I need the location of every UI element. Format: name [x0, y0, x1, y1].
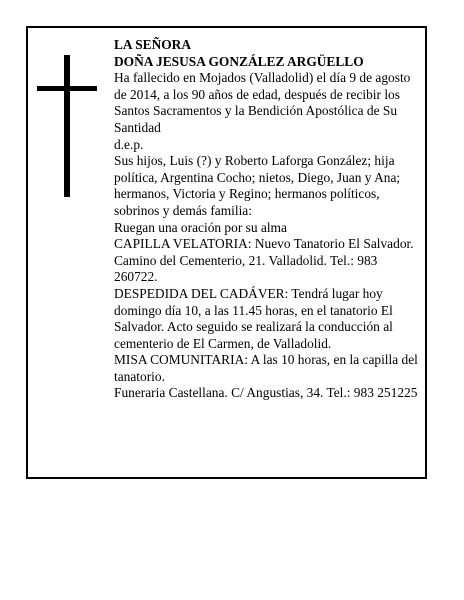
death-announcement: Ha fallecido en Mojados (Valladolid) el día 9 de agosto de 2014, a los 90 años de edad, después de recibir los Santos Sacramentos y la Bendición Apostólica de Su Santidad: [114, 70, 411, 135]
rip-text: d.e.p.: [114, 136, 144, 152]
notice-content: [114, 37, 420, 402]
notice-title: LA SEÑORA: [114, 37, 192, 52]
cross-vertical-bar: [64, 55, 70, 197]
deceased-name: DOÑA JESUSA GONZÁLEZ ARGÜELLO: [114, 53, 364, 69]
family-list: Sus hijos, Luis (?) y Roberto Laforga González; hija política, Argentina Cocho; nietos, Diego, Juan y Ana; hermanos, Victoria y Regino; hermanos políticos, sobrinos y demás familia:: [114, 153, 401, 218]
funeral-home-info: Funeraria Castellana. C/ Angustias, 34. Tel.: 983 251225: [114, 385, 418, 401]
chapel-info: CAPILLA VELATORIA: Nuevo Tanatorio El Salvador. Camino del Cementerio, 21. Valladolid. Tel.: 983 260722.: [114, 236, 414, 285]
prayer-request: Ruegan una oración por su alma: [114, 219, 287, 235]
cross-icon: [37, 55, 97, 197]
farewell-info: DESPEDIDA DEL CADÁVER: Tendrá lugar hoy domingo día 10, a las 11.45 horas, en el tanatorio El Salvador. Acto seguido se realizará la conducción al cementerio de El Carmen, de Valladolid.: [114, 285, 393, 351]
cross-horizontal-bar: [37, 86, 97, 91]
mass-info: MISA COMUNITARIA: A las 10 horas, en la capilla del tanatorio.: [114, 352, 418, 384]
